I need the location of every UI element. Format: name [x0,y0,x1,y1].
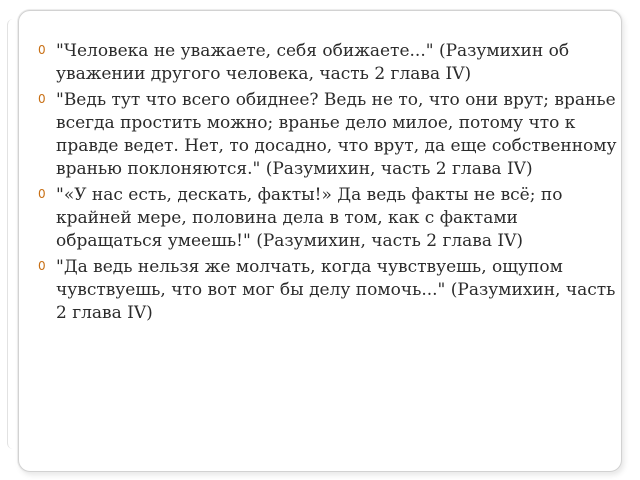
quote-item [38,184,618,253]
quote-text: "Ведь тут что всего обиднее? Ведь не то, что они врут; вранье всегда простить можно; вранье дело милое, потому что к правде ведет. Нет, то досадно, что врут, да еще собственному вранью поклоняются." (Разумихин, часть 2 глава IV) [56,90,617,179]
bullet-marker-icon: 0 [38,43,46,57]
quote-text: "«У нас есть, дескать, факты!» Да ведь факты не всё; по крайней мере, половина дела в том, как с фактами обращаться умеешь!" (Разумихин, часть 2 глава IV) [56,185,563,251]
quote-item [38,89,618,181]
quote-item [38,256,618,325]
quote-text: "Человека не уважаете, себя обижаете..." (Разумихин об уважении другого человека, часть 2 глава IV) [56,41,570,84]
bullet-marker-icon: 0 [38,92,46,106]
quote-item [38,40,618,86]
slide-content [38,40,618,328]
quote-text: "Да ведь нельзя же молчать, когда чувствуешь, ощупом чувствуешь, что вот мог бы делу помочь..." (Разумихин, часть 2 глава IV) [56,257,616,323]
bullet-marker-icon: 0 [38,187,46,201]
bullet-marker-icon: 0 [38,259,46,273]
quote-list [38,40,618,325]
